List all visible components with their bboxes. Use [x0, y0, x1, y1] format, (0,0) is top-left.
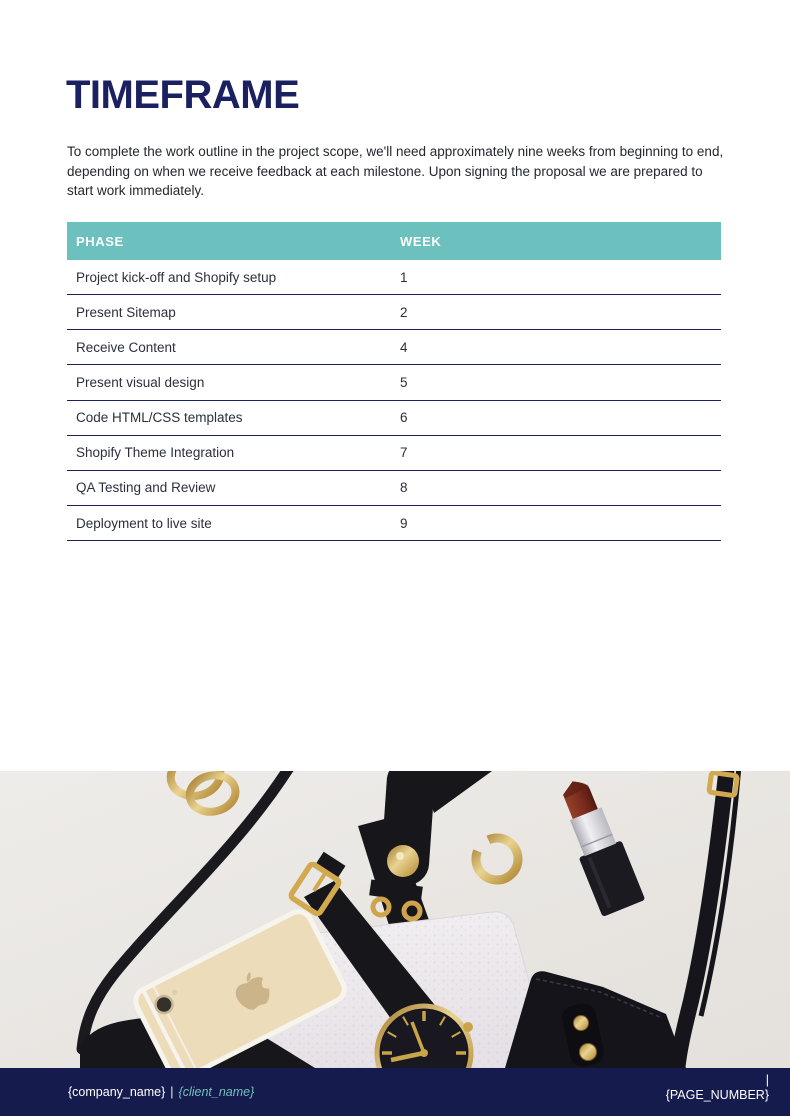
week-cell: 9 [400, 515, 408, 531]
intro-paragraph: To complete the work outline in the project scope, we'll need approximately nine weeks from beginning to end, depending on when we receive feedback at each milestone. Upon signing the proposal we are prepared to start work immediately. [67, 144, 724, 198]
gold-stud [574, 1016, 589, 1031]
watch-crown [463, 1022, 473, 1032]
week-cell: 7 [400, 445, 408, 461]
phase-cell: Code HTML/CSS templates [76, 410, 243, 426]
timeframe-table [67, 222, 721, 541]
week-cell: 2 [400, 304, 408, 320]
table-row [67, 436, 721, 471]
phase-cell: Shopify Theme Integration [76, 445, 235, 461]
table-row [67, 506, 721, 541]
table-header-row [67, 222, 721, 260]
week-cell: 1 [400, 269, 408, 285]
footer-left [68, 1068, 254, 1116]
gold-stud [580, 1044, 597, 1061]
page-footer [0, 1068, 790, 1116]
column-header-phase: PHASE [76, 233, 124, 249]
table-row [67, 260, 721, 295]
footer-separator: | [170, 1085, 174, 1099]
page-title: TIMEFRAME [66, 73, 300, 117]
flatlay-illustration [0, 771, 790, 1068]
phase-cell: Present Sitemap [76, 304, 176, 320]
week-cell: 8 [400, 480, 408, 496]
phase-cell: QA Testing and Review [76, 480, 216, 496]
fashion-flatlay-photo [0, 771, 790, 1068]
table-row [67, 401, 721, 436]
footer-right [666, 1073, 769, 1103]
page-number-separator: | [765, 1073, 769, 1087]
page-number: {PAGE_NUMBER} [665, 1088, 769, 1102]
table-row [67, 365, 721, 400]
column-header-week: WEEK [400, 233, 442, 249]
client-name: {client_name} [178, 1085, 255, 1099]
table-row [67, 295, 721, 330]
phase-cell: Project kick-off and Shopify setup [76, 269, 277, 285]
table-row [67, 330, 721, 365]
table-row [67, 471, 721, 506]
company-name: {company_name} [68, 1085, 166, 1099]
week-cell: 5 [400, 374, 408, 390]
phase-cell: Receive Content [76, 339, 176, 355]
phase-cell: Present visual design [76, 374, 205, 390]
week-cell: 6 [400, 410, 408, 426]
phase-cell: Deployment to live site [76, 515, 212, 531]
week-cell: 4 [400, 339, 408, 355]
